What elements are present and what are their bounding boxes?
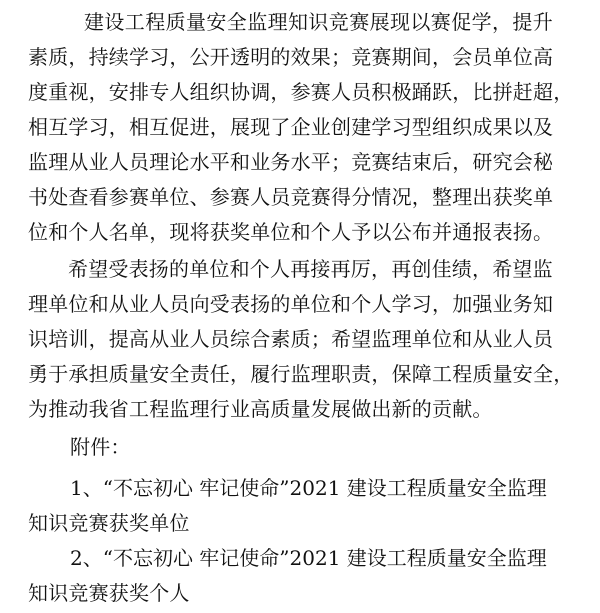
attachment-item-line: 知识竞赛获奖个人 [28,581,190,605]
text-line: 希望受表扬的单位和个人再接再厉，再创佳绩，希望监 [68,257,553,281]
attachment-item-line: 知识竞赛获奖单位 [28,511,190,535]
text-line: 素质，持续学习，公开透明的效果；竞赛期间，会员单位高 [28,45,554,69]
text-line: 理单位和从业人员向受表扬的单位和个人学习，加强业务知 [28,292,554,316]
text-line: 建设工程质量安全监理知识竞赛展现以赛促学，提升 [84,10,554,34]
text-line: 位和个人名单，现将获奖单位和个人予以公布并通报表扬。 [28,220,554,244]
text-line: 监理从业人员理论水平和业务水平；竞赛结束后，研究会秘 [28,150,554,174]
text-line: 为推动我省工程监理行业高质量发展做出新的贡献。 [28,397,493,421]
text-line: 度重视，安排专人组织协调，参赛人员积极踊跃，比拼赶超， [28,80,574,104]
attachments-heading: 附件： [70,435,131,459]
attachment-item-line: 1、“不忘初心 牢记使命”2021 建设工程质量安全监理 [70,476,547,500]
attachment-item-line: 2、“不忘初心 牢记使命”2021 建设工程质量安全监理 [70,546,547,570]
text-line: 勇于承担质量安全责任，履行监理职责，保障工程质量安全， [28,362,574,386]
text-line: 书处查看参赛单位、参赛人员竞赛得分情况，整理出获奖单 [28,185,554,209]
text-line: 相互学习，相互促进，展现了企业创建学习型组织成果以及 [28,115,554,139]
text-line: 识培训，提高从业人员综合素质；希望监理单位和从业人员 [28,327,554,351]
